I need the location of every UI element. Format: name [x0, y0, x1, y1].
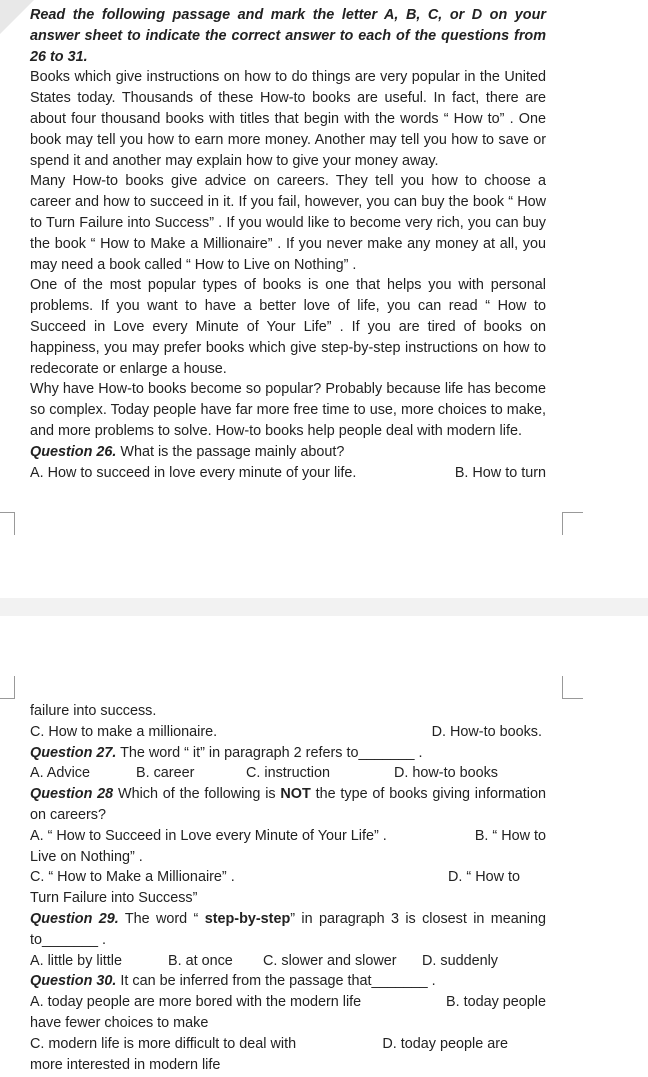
option-b: B. “ How to — [474, 827, 546, 844]
option-d: D. suddenly — [422, 952, 498, 969]
question-28-options-ab — [30, 826, 546, 847]
paragraph-1: Books which give instructions on how to do things are very popular in the United States today. Thousands of these How-to books are useful. In fact, there are about four thousand books with titles that begin with the words “ How to” . One book may tell you how to earn more money. Another may tell you how to save or spend it and another may explain how to give your money away. — [30, 69, 546, 169]
question-26-stem: Question 26. What is the passage mainly about? — [30, 443, 345, 460]
question-30-options-cd — [30, 1034, 546, 1055]
paragraph-3: One of the most popular types of books is one that helps you with personal problems. If you want to have a better love of life, you can read “ How to Succeed in Love every Minute of Your Life” . If you are tired of books on happiness, you may prefer books which give step-by-step instructions on how to redecorate or enlarge a house. — [30, 277, 546, 377]
option-b-continued: failure into success. — [30, 703, 157, 719]
option-c: C. instruction — [246, 765, 330, 782]
question-28-options-cd — [30, 867, 546, 888]
crop-mark — [0, 676, 15, 699]
question-29-stem: Question 29. The word “ step-by-step” in paragraph 3 is closest in meaning to_______ . — [30, 910, 546, 948]
question-29-options — [30, 951, 546, 972]
question-label: Question 30. — [30, 973, 117, 990]
option-c: C. “ How to Make a Millionaire” . — [30, 869, 235, 886]
question-30-options-ab — [30, 992, 546, 1013]
option-a: A. How to succeed in love every minute of your life. — [30, 464, 357, 481]
option-a: A. little by little — [30, 952, 122, 969]
question-label: Question 27. — [30, 744, 117, 761]
instructions: Read the following passage and mark the letter A, B, C, or D on your answer sheet to indicate the correct answer to each of the questions from 26 to 31. — [30, 7, 546, 65]
option-b: B. How to turn — [454, 464, 546, 481]
page-fold-corner — [0, 0, 34, 34]
question-label: Question 29. — [30, 910, 119, 927]
question-27-stem: Question 27. The word “ it” in paragraph 2 refers to_______ . — [30, 744, 423, 761]
paragraph-4: Why have How-to books become so popular? Probably because life has become so complex. Today people have far more free time to use, more choices to make, and more problems to solve. How-to books help people deal with modern life. — [30, 381, 546, 439]
question-27-options — [30, 763, 546, 784]
option-d: D. How-to books. — [431, 723, 542, 740]
crop-mark — [562, 512, 583, 535]
paragraph-2: Many How-to books give advice on careers. They tell you how to choose a career and how to succeed in it. If you fail, however, you can buy the book “ How to Turn Failure into Success” . If you would like to become very rich, you can buy the book “ How to Make a Millionaire” . If you never make any money at all, you may need a book called “ How to Live on Nothing” . — [30, 173, 546, 273]
question-30-stem: Question 30. It can be inferred from the passage that_______ . — [30, 973, 436, 990]
option-b: B. today people — [445, 994, 546, 1011]
question-label: Question 26. — [30, 443, 117, 460]
questions-block — [30, 701, 546, 1075]
option-d-continued: more interested in modern life — [30, 1056, 221, 1073]
option-b: B. career — [136, 765, 195, 782]
option-a: A. “ How to Succeed in Love every Minute of Your Life” . — [30, 827, 387, 844]
option-a: A. Advice — [30, 765, 90, 782]
option-d: D. “ How to — [448, 869, 520, 886]
crop-mark — [562, 676, 583, 699]
option-d-continued: Turn Failure into Success” — [30, 890, 198, 907]
option-c: C. slower and slower — [263, 952, 397, 969]
question-28-stem: Question 28 Which of the following is NOT the type of books giving information on careers? — [30, 786, 546, 823]
option-c: C. modern life is more difficult to deal with — [30, 1035, 297, 1052]
option-b-continued: have fewer choices to make — [30, 1014, 209, 1031]
crop-mark — [0, 512, 15, 535]
option-a: A. today people are more bored with the modern life — [30, 994, 362, 1011]
option-d: D. how-to books — [394, 765, 498, 782]
option-b-continued: Live on Nothing” . — [30, 848, 143, 865]
question-label: Question 28 — [30, 786, 114, 803]
question-26-options-cd — [30, 722, 546, 743]
passage-block — [30, 5, 546, 483]
option-b: B. at once — [168, 952, 233, 969]
page-break — [0, 598, 648, 616]
option-d: D. today people are — [382, 1035, 508, 1052]
question-26-options-ab — [30, 463, 546, 484]
option-c: C. How to make a millionaire. — [30, 723, 218, 740]
